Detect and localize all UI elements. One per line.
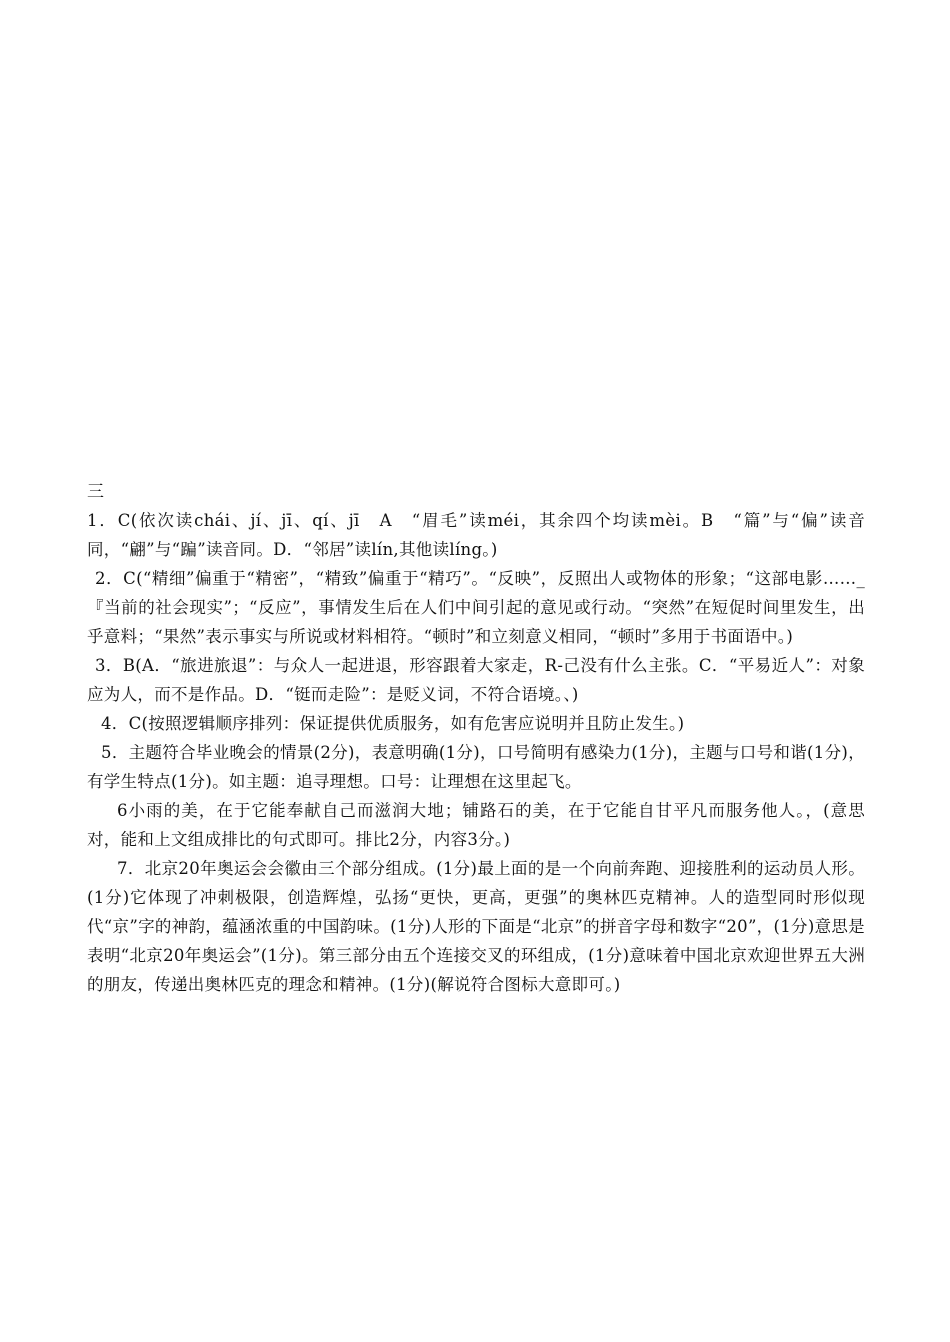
- section-title: 三: [87, 482, 104, 502]
- answer-2: 2．C(“精细”偏重于“精密”，“精致”偏重于“精巧”。“反映”，反照出人或物体的形象；“这部电影……_『当前的社会现实”；“反应”，事情发生后在人们中间引起的意见或行动。“突然”在短促时间里发生，出乎意料；“果然”表示事实与所说或材料相符。“顿时”和立刻意义相同，“顿时”多用于书面语中。): [87, 569, 865, 646]
- answer-1: 1．C(依次读chái、jí、jī、qí、jī A “眉毛”读méi，其余四个均读mèi。B “篇”与“偏”读音同，“翩”与“蹁”读音同。D．“邻居”读lín,其他读líng。): [87, 511, 865, 559]
- answer-key: [87, 478, 865, 999]
- answer-3: 3．B(A．“旅进旅退”：与众人一起进退，形容跟着大家走，R-己没有什么主张。C．“平易近人”：对象应为人，而不是作品。D．“铤而走险”：是贬义词，不符合语境。、): [87, 656, 865, 704]
- answer-7: 7．北京20年奥运会会徽由三个部分组成。(1分)最上面的是一个向前奔跑、迎接胜利的运动员人形。(1分)它体现了冲刺极限，创造辉煌，弘扬“更快，更高，更强”的奥林匹克精神。人的造型同时形似现代“京”字的神韵，蕴涵浓重的中国韵味。(1分)人形的下面是“北京”的拼音字母和数字“20”，(1分)意思是表明“北京20年奥运会”(1分)。第三部分由五个连接交叉的环组成，(1分)意味着中国北京欢迎世界五大洲的朋友，传递出奥林匹克的理念和精神。(1分)(解说符合图标大意即可。): [87, 859, 865, 994]
- answer-4: 4．C(按照逻辑顺序排列：保证提供优质服务，如有危害应说明并且防止发生。): [101, 714, 685, 733]
- answer-6: 6小雨的美，在于它能奉献自己而滋润大地；铺路石的美，在于它能自甘平凡而服务他人。，(意思对，能和上文组成排比的句式即可。排比2分，内容3分。): [87, 801, 865, 849]
- answer-5: 5．主题符合毕业晚会的情景(2分)，表意明确(1分)，口号简明有感染力(1分)，主题与口号和谐(1分)，有学生特点(1分)。如主题：追寻理想。口号：让理想在这里起飞。: [87, 743, 865, 791]
